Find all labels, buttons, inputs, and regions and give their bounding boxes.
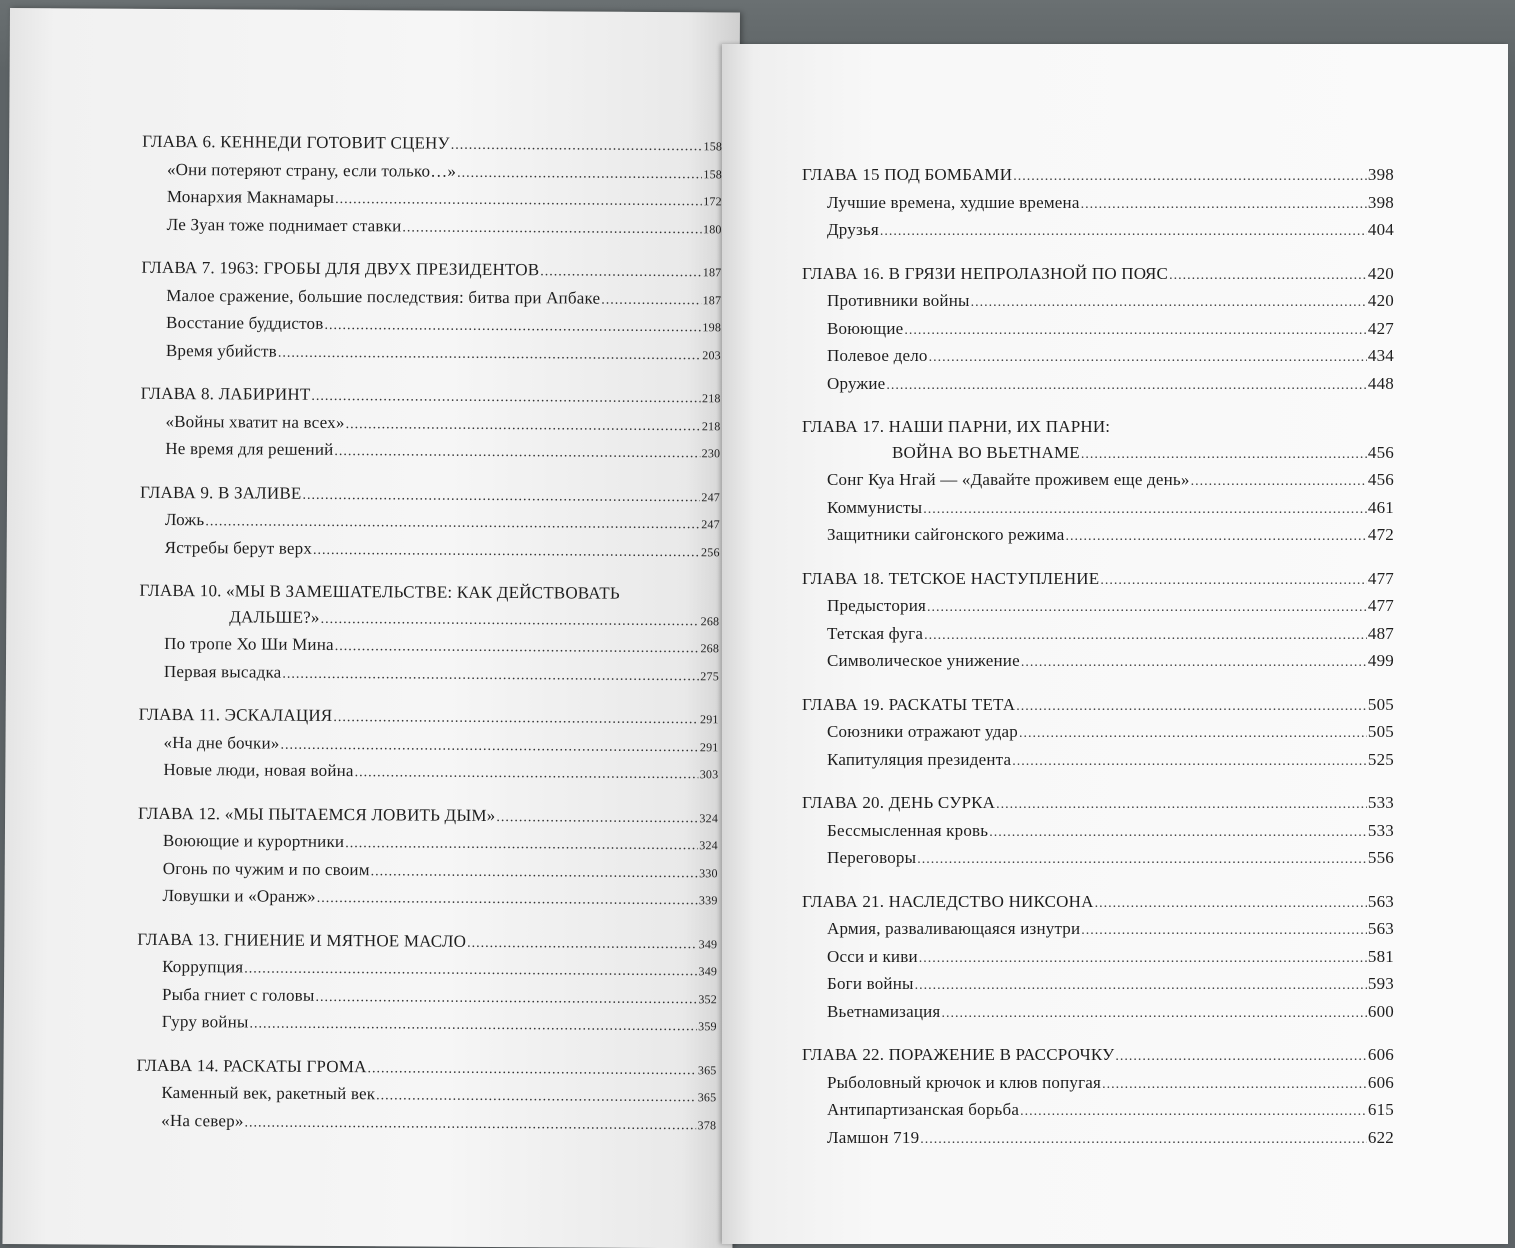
leader-dots xyxy=(249,1011,697,1039)
leader-dots xyxy=(941,1001,1366,1027)
chapter-heading xyxy=(802,261,1394,289)
section-entry xyxy=(140,436,720,467)
leader-dots xyxy=(467,930,698,957)
section-title: Малое сражение, большие последствия: битва при Апбаке xyxy=(166,285,601,308)
section-title: Монархия Макнамары xyxy=(166,186,335,207)
section-page-number: 352 xyxy=(698,991,718,1006)
leader-dots xyxy=(1012,749,1367,775)
section-page-number: 456 xyxy=(1367,470,1394,489)
leader-dots xyxy=(1095,891,1367,917)
leader-dots xyxy=(1019,721,1367,747)
leader-dots xyxy=(244,956,697,984)
chapter-title: ГЛАВА 19. РАСКАТЫ ТЕТА xyxy=(802,694,1016,714)
leader-dots xyxy=(1102,1072,1367,1098)
chapter-page-number: 247 xyxy=(701,489,721,504)
section-page-number: 158 xyxy=(703,166,723,181)
toc-chapter xyxy=(802,889,1394,1027)
section-entry xyxy=(802,593,1394,621)
toc-chapter xyxy=(802,692,1394,775)
chapter-heading xyxy=(137,926,717,957)
chapter-title: ГЛАВА 11. ЭСКАЛАЦИЯ xyxy=(138,704,333,725)
chapter-title: ГЛАВА 10. «МЫ В ЗАМЕШАТЕЛЬСТВЕ: КАК ДЕЙСТВОВАТЬ xyxy=(139,580,620,603)
section-page-number: 581 xyxy=(1367,946,1394,966)
section-page-number: 187 xyxy=(702,292,722,307)
section-title: Коррупция xyxy=(162,956,244,977)
section-entry xyxy=(136,1107,716,1138)
section-entry xyxy=(802,467,1394,495)
section-page-number: 247 xyxy=(701,517,720,532)
chapter-heading xyxy=(802,1042,1394,1070)
leader-dots xyxy=(244,1110,696,1138)
leader-dots xyxy=(971,290,1367,316)
chapter-title: ГЛАВА 7. 1963: ГРОБЫ ДЛЯ ДВУХ ПРЕЗИДЕНТОВ xyxy=(141,257,540,280)
section-page-number: 600 xyxy=(1367,1001,1394,1021)
section-entry xyxy=(802,343,1394,371)
section-page-number: 420 xyxy=(1367,291,1394,310)
leader-dots xyxy=(929,345,1367,371)
section-entry xyxy=(802,999,1394,1027)
section-title: Время убийств xyxy=(165,340,277,361)
left-page xyxy=(2,8,740,1248)
toc-left xyxy=(136,129,722,1155)
leader-dots xyxy=(1100,568,1367,594)
chapter-heading xyxy=(138,800,718,831)
chapter-heading xyxy=(139,578,719,607)
chapter-heading xyxy=(802,566,1394,594)
chapter-page-number: 365 xyxy=(697,1062,717,1077)
section-entry xyxy=(802,1097,1394,1125)
section-entry xyxy=(802,522,1394,550)
section-page-number: 533 xyxy=(1367,820,1394,840)
leader-dots xyxy=(355,760,699,788)
section-entry xyxy=(802,648,1394,676)
section-title: Гуру войны xyxy=(161,1011,249,1032)
leader-dots xyxy=(920,1127,1367,1153)
section-title: Ламшон 719 xyxy=(827,1127,920,1147)
chapter-page-number: 324 xyxy=(699,810,719,825)
section-entry xyxy=(802,747,1394,775)
leader-dots xyxy=(927,595,1367,621)
section-entry xyxy=(138,828,718,859)
toc-chapter xyxy=(137,926,718,1040)
chapter-page-number: 268 xyxy=(700,613,720,628)
section-title: Союзники отражают удар xyxy=(827,722,1018,741)
chapter-title: ГЛАВА 18. ТЕТСКОЕ НАСТУПЛЕНИЕ xyxy=(802,568,1100,588)
section-page-number: 180 xyxy=(703,221,722,236)
leader-dots xyxy=(334,439,700,467)
leader-dots xyxy=(601,287,702,313)
chapter-title: ГЛАВА 17. НАШИ ПАРНИ, ИХ ПАРНИ: xyxy=(802,417,1111,436)
section-title: Рыболовный крючок и клюв попугая xyxy=(827,1072,1102,1092)
chapter-page-number: 477 xyxy=(1367,568,1394,588)
leader-dots xyxy=(1115,1044,1367,1070)
leader-dots xyxy=(315,984,697,1012)
chapter-heading xyxy=(139,702,719,733)
leader-dots xyxy=(402,215,702,242)
section-page-number: 505 xyxy=(1367,722,1394,741)
section-title: Первая высадка xyxy=(163,661,282,682)
section-page-number: 365 xyxy=(697,1090,717,1105)
toc-chapter xyxy=(137,800,718,914)
section-title: Полевое дело xyxy=(827,346,928,365)
section-title: Бессмысленная кровь xyxy=(827,820,989,840)
section-page-number: 434 xyxy=(1367,346,1394,365)
leader-dots xyxy=(924,623,1367,649)
section-entry xyxy=(802,719,1394,747)
chapter-page-number: 398 xyxy=(1367,165,1394,184)
section-entry xyxy=(802,845,1394,873)
section-entry xyxy=(142,156,722,187)
leader-dots xyxy=(282,661,699,689)
leader-dots xyxy=(321,606,700,634)
right-page xyxy=(722,44,1508,1244)
chapter-page-number: 420 xyxy=(1367,263,1394,283)
section-entry xyxy=(138,757,718,788)
section-page-number: 525 xyxy=(1367,749,1394,769)
section-title: Не время для решений xyxy=(165,438,334,459)
section-title: Осси и киви xyxy=(827,946,918,966)
section-entry xyxy=(138,855,718,886)
section-title: «На дне бочки» xyxy=(163,732,280,753)
section-entry xyxy=(142,211,722,242)
section-entry xyxy=(802,190,1394,218)
chapter-title-continued: ДАЛЬШЕ?» xyxy=(229,606,320,627)
leader-dots xyxy=(923,497,1367,523)
section-entry xyxy=(137,1009,717,1040)
section-entry xyxy=(802,971,1394,999)
section-title: Ле Зуан тоже поднимает ставки xyxy=(166,214,402,235)
section-entry xyxy=(802,1070,1394,1098)
toc-chapter xyxy=(141,255,722,369)
section-page-number: 378 xyxy=(697,1117,717,1132)
section-entry xyxy=(802,288,1394,316)
leader-dots xyxy=(317,886,698,914)
section-page-number: 256 xyxy=(701,544,720,559)
section-page-number: 359 xyxy=(698,1019,717,1034)
section-page-number: 448 xyxy=(1367,373,1394,393)
section-entry xyxy=(802,495,1394,523)
leader-dots xyxy=(280,732,699,760)
section-title: Ложь xyxy=(164,509,205,530)
chapter-page-number: 218 xyxy=(701,391,721,406)
chapter-heading-continued xyxy=(802,440,1394,468)
section-page-number: 477 xyxy=(1367,596,1394,615)
chapter-page-number: 187 xyxy=(702,265,722,280)
chapter-page-number: 158 xyxy=(703,139,723,154)
section-title: По тропе Хо Ши Мина xyxy=(164,633,334,654)
leader-dots xyxy=(1081,192,1367,218)
section-entry xyxy=(137,981,717,1012)
leader-dots xyxy=(311,384,701,412)
chapter-heading xyxy=(141,255,721,286)
section-title: Боги войны xyxy=(827,974,914,993)
leader-dots xyxy=(1191,469,1367,495)
section-title: Друзья xyxy=(827,220,879,239)
section-page-number: 593 xyxy=(1367,974,1394,993)
section-title: Защитники сайгонского режима xyxy=(827,525,1065,544)
section-page-number: 622 xyxy=(1367,1127,1394,1147)
section-entry xyxy=(140,534,720,565)
section-page-number: 230 xyxy=(701,446,721,461)
section-page-number: 472 xyxy=(1367,525,1394,544)
section-title: Новые люди, новая война xyxy=(163,759,354,781)
section-page-number: 198 xyxy=(702,320,722,335)
section-entry xyxy=(141,282,721,313)
leader-dots xyxy=(996,792,1367,818)
chapter-title: ГЛАВА 13. ГНИЕНИЕ И МЯТНОЕ МАСЛО xyxy=(137,929,467,951)
leader-dots xyxy=(324,313,701,341)
section-entry xyxy=(802,621,1394,649)
chapter-heading xyxy=(802,692,1394,720)
section-entry xyxy=(140,408,720,439)
section-title: Каменный век, ракетный век xyxy=(161,1082,376,1104)
chapter-heading xyxy=(802,414,1394,440)
leader-dots xyxy=(1021,650,1367,676)
section-entry xyxy=(141,337,721,368)
section-title: Восстание буддистов xyxy=(166,312,324,333)
toc-chapter xyxy=(802,414,1394,550)
section-page-number: 427 xyxy=(1367,318,1394,338)
section-title: «На север» xyxy=(161,1110,244,1130)
leader-dots xyxy=(376,1083,697,1110)
chapter-heading xyxy=(802,790,1394,818)
section-entry xyxy=(802,316,1394,344)
chapter-page-number: 606 xyxy=(1367,1045,1394,1064)
leader-dots xyxy=(886,373,1366,399)
section-page-number: 461 xyxy=(1367,497,1394,517)
section-title: Коммунисты xyxy=(827,497,923,517)
section-title: Противники войны xyxy=(827,291,970,310)
leader-dots xyxy=(904,318,1367,344)
chapter-title: ГЛАВА 20. ДЕНЬ СУРКА xyxy=(802,793,996,812)
section-page-number: 172 xyxy=(703,194,722,209)
section-page-number: 556 xyxy=(1367,848,1394,867)
section-page-number: 349 xyxy=(698,964,718,979)
leader-dots xyxy=(345,831,698,859)
leader-dots xyxy=(496,804,698,831)
leader-dots xyxy=(1081,442,1367,468)
section-title: Лучшие времена, худшие времена xyxy=(827,192,1080,212)
section-title: Рыба гниет с головы xyxy=(161,984,315,1005)
section-title: Воюющие и курортники xyxy=(162,830,345,852)
section-entry xyxy=(139,658,719,689)
chapter-heading xyxy=(802,162,1394,190)
leader-dots xyxy=(335,634,700,662)
chapter-title: ГЛАВА 21. НАСЛЕДСТВО НИКСОНА xyxy=(802,891,1094,911)
toc-chapter xyxy=(142,129,723,243)
chapter-page-number: 291 xyxy=(700,712,719,727)
leader-dots xyxy=(302,482,700,510)
section-entry xyxy=(802,818,1394,846)
chapter-page-number: 533 xyxy=(1367,793,1394,812)
section-page-number: 563 xyxy=(1367,919,1394,938)
chapter-page-number: 456 xyxy=(1367,442,1394,462)
section-entry xyxy=(137,883,717,914)
section-page-number: 487 xyxy=(1367,623,1394,643)
section-page-number: 218 xyxy=(701,418,721,433)
section-title: Ловушки и «Оранж» xyxy=(162,885,316,906)
section-title: «Они потеряют страну, если только…» xyxy=(166,159,457,181)
section-entry xyxy=(802,1125,1394,1153)
leader-dots xyxy=(989,820,1367,846)
chapter-title: ГЛАВА 12. «МЫ ПЫТАЕМСЯ ЛОВИТЬ ДЫМ» xyxy=(138,803,496,825)
section-entry xyxy=(137,954,717,985)
chapter-page-number: 563 xyxy=(1367,891,1394,911)
section-entry xyxy=(136,1080,716,1111)
section-entry xyxy=(139,631,719,662)
chapter-heading-continued xyxy=(139,603,719,634)
leader-dots xyxy=(457,160,702,187)
section-entry xyxy=(142,184,722,215)
leader-dots xyxy=(278,340,702,368)
leader-dots xyxy=(313,537,700,565)
leader-dots xyxy=(205,509,700,538)
leader-dots xyxy=(346,412,701,440)
leader-dots xyxy=(880,219,1367,245)
section-title: Вьетнамизация xyxy=(827,1001,941,1021)
toc-chapter xyxy=(139,578,720,690)
section-entry xyxy=(138,729,718,760)
section-title: Оружие xyxy=(827,373,886,393)
leader-dots xyxy=(1169,263,1367,289)
leader-dots xyxy=(333,705,699,733)
chapter-heading xyxy=(141,381,721,412)
leader-dots xyxy=(540,259,702,285)
section-entry xyxy=(140,507,720,538)
toc-chapter xyxy=(802,566,1394,676)
section-page-number: 268 xyxy=(700,641,720,656)
section-title: Сонг Куа Нгай — «Давайте проживем еще день» xyxy=(827,470,1190,489)
section-entry xyxy=(802,371,1394,399)
section-page-number: 615 xyxy=(1367,1100,1394,1119)
section-entry xyxy=(802,217,1394,245)
section-title: Антипартизанская борьба xyxy=(827,1100,1020,1119)
toc-chapter xyxy=(136,1052,716,1138)
leader-dots xyxy=(1013,164,1367,190)
toc-chapter xyxy=(140,479,720,565)
section-title: Капитуляция президента xyxy=(827,749,1012,769)
leader-dots xyxy=(371,859,699,886)
leader-dots xyxy=(1065,524,1366,550)
chapter-heading xyxy=(802,889,1394,917)
section-page-number: 398 xyxy=(1367,192,1394,212)
chapter-heading xyxy=(142,129,722,160)
chapter-page-number: 505 xyxy=(1367,694,1394,714)
chapter-title: ГЛАВА 6. КЕННЕДИ ГОТОВИТ СЦЕНУ xyxy=(142,131,450,153)
section-page-number: 404 xyxy=(1367,220,1394,239)
leader-dots xyxy=(335,187,702,215)
chapter-heading xyxy=(136,1052,716,1083)
section-title: Воюющие xyxy=(827,318,904,338)
chapter-title: ГЛАВА 22. ПОРАЖЕНИЕ В РАССРОЧКУ xyxy=(802,1045,1115,1064)
chapter-title: ГЛАВА 15 ПОД БОМБАМИ xyxy=(802,165,1013,184)
leader-dots xyxy=(1016,694,1367,720)
chapter-heading xyxy=(140,479,720,510)
leader-dots xyxy=(367,1056,696,1084)
section-title: Тетская фуга xyxy=(827,623,924,643)
section-page-number: 275 xyxy=(700,668,719,683)
toc-chapter xyxy=(802,261,1394,399)
section-page-number: 324 xyxy=(699,838,718,853)
leader-dots xyxy=(1081,918,1367,944)
section-title: Ястребы берут верх xyxy=(164,537,313,558)
toc-chapter xyxy=(802,1042,1394,1152)
section-title: Предыстория xyxy=(827,596,927,615)
section-title: «Войны хватит на всех» xyxy=(165,411,345,432)
section-page-number: 499 xyxy=(1367,651,1394,670)
section-entry xyxy=(141,310,721,341)
chapter-page-number: 349 xyxy=(698,936,718,951)
toc-chapter xyxy=(138,702,718,788)
leader-dots xyxy=(919,946,1367,972)
section-page-number: 203 xyxy=(702,347,721,362)
section-title: Огонь по чужим и по своим xyxy=(162,858,370,879)
section-page-number: 606 xyxy=(1367,1072,1394,1092)
section-page-number: 303 xyxy=(699,767,719,782)
chapter-title: ГЛАВА 9. В ЗАЛИВЕ xyxy=(139,482,302,503)
leader-dots xyxy=(917,847,1367,873)
section-entry xyxy=(802,944,1394,972)
section-page-number: 339 xyxy=(698,893,718,908)
section-title: Армия, разваливающаяся изнутри xyxy=(827,919,1081,938)
section-title: Переговоры xyxy=(827,848,917,867)
section-page-number: 291 xyxy=(699,739,719,754)
section-title: Символическое унижение xyxy=(827,651,1020,670)
toc-chapter xyxy=(802,790,1394,873)
leader-dots xyxy=(1020,1099,1367,1125)
chapter-title: ГЛАВА 8. ЛАБИРИНТ xyxy=(140,383,311,404)
chapter-title: ГЛАВА 16. В ГРЯЗИ НЕПРОЛАЗНОЙ ПО ПОЯС xyxy=(802,263,1169,283)
chapter-title-continued: ВОЙНА ВО ВЬЕТНАМЕ xyxy=(892,442,1080,462)
toc-chapter xyxy=(140,381,720,467)
chapter-title: ГЛАВА 14. РАСКАТЫ ГРОМА xyxy=(136,1055,367,1076)
section-page-number: 330 xyxy=(699,865,718,880)
leader-dots xyxy=(451,133,703,160)
toc-chapter xyxy=(802,162,1394,245)
section-entry xyxy=(802,916,1394,944)
leader-dots xyxy=(915,973,1367,999)
toc-right xyxy=(802,162,1394,1168)
